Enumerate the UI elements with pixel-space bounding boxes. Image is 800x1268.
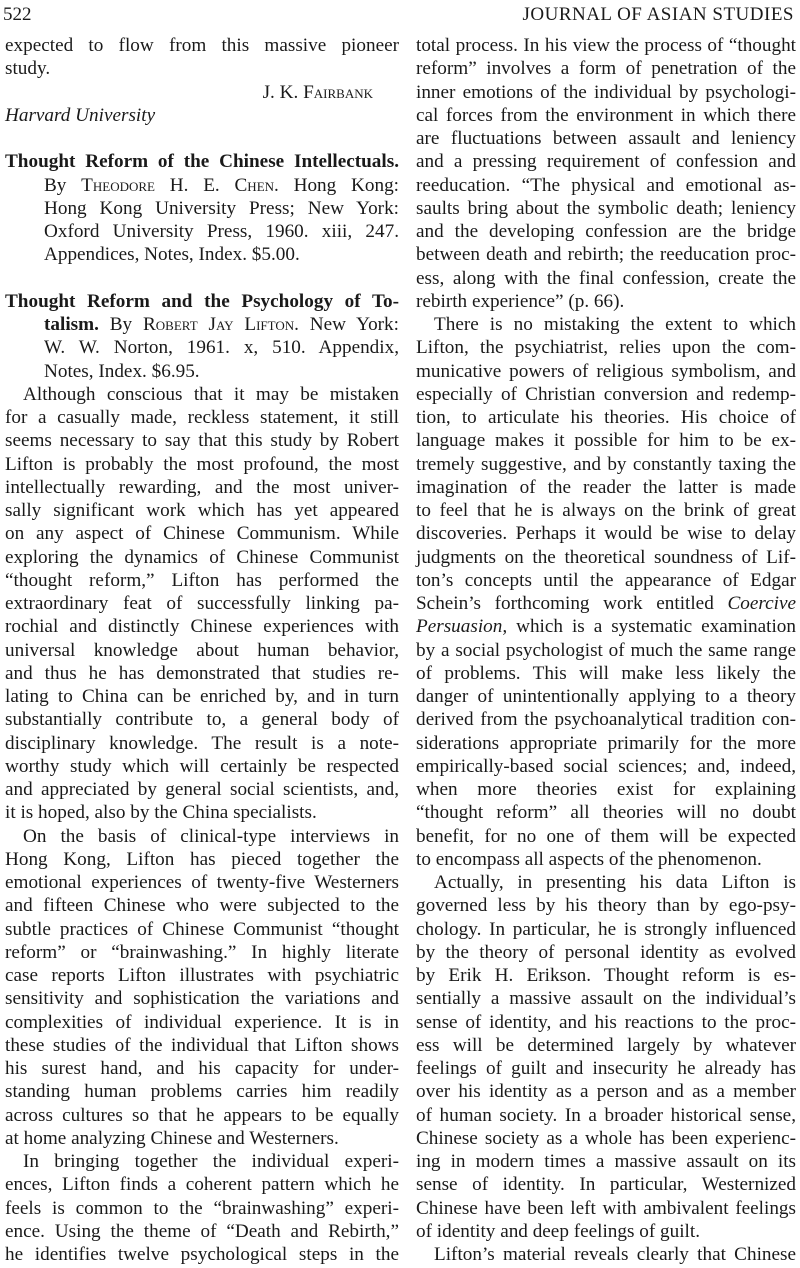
spacer: [5, 267, 399, 290]
text-line: universal knowledge about human behavior,: [5, 639, 399, 661]
text-line: sentially a massive assault on the individual’s: [416, 988, 796, 1010]
text-line: ing in modern times a massive assault on its: [416, 1151, 796, 1172]
text-line: saults bring about the symbolic death; leniency: [416, 197, 796, 219]
text-line: derived from the psychoanalytical tradition con-: [416, 709, 796, 731]
page-number: 522: [3, 4, 32, 25]
text-line: and the developing confession are the bridge: [416, 221, 796, 242]
text-line: are fluctuations between assault and leniency: [416, 128, 796, 149]
continued-paragraph: [5, 34, 399, 81]
text-line: Although conscious that it may be mistaken: [23, 383, 399, 405]
text-line: extraordinary feat of successfully linking pa-: [5, 593, 399, 614]
text-line: his surest hand, and his capacity for under-: [5, 1058, 399, 1079]
text-line: [5, 81, 399, 104]
text-line: across cultures so that he appears to be equally: [5, 1104, 399, 1126]
text-line: governed less by his theory than by ego-psy-: [416, 895, 796, 917]
text-line: Chinese society as a whole has been experienc-: [416, 1127, 796, 1149]
text-line: reeducation. “The physical and emotional as-: [416, 174, 796, 196]
book-title: Thought Reform of the Chinese Intellectuals.: [5, 151, 399, 173]
continued-paragraph: [416, 34, 796, 313]
text-line: Chinese have been left with ambivalent feelings: [416, 1197, 796, 1219]
text-line: ess will be determined largely by whatever: [416, 1034, 796, 1056]
text-line: expected to flow from this massive pioneer: [5, 35, 399, 56]
text-line: it is hoped, also by the China specialists.: [5, 802, 317, 824]
text-line: Notes, Index. $6.95.: [44, 360, 200, 382]
paragraph: [416, 871, 796, 1243]
text-line: tion, to articulate his theories. His choice of: [416, 407, 796, 428]
text-line: these studies of the individual that Lifton shows: [5, 1034, 399, 1056]
text-line: by a social psychologist of much the same range: [416, 639, 796, 661]
text-line: tremely suggestive, and by constantly taxing the: [416, 453, 796, 475]
spacer: [5, 127, 399, 150]
text-line: Lifton, the psychiatrist, relies upon the com-: [416, 337, 796, 359]
text-line: feelings of guilt and insecurity he already has: [416, 1058, 796, 1079]
paragraph: [5, 825, 399, 1151]
text-span: Schein’s forthcoming work entitled: [416, 593, 728, 614]
text-line: exploring the dynamics of Chinese Communist: [5, 546, 399, 568]
italic-title: Coercive: [727, 593, 796, 614]
text-line: Oxford University Press, 1960. xiii, 247.: [44, 221, 399, 242]
text-line: especially of Christian conversion and redemp-: [416, 383, 796, 405]
text-line: and appreciated by general social scientists, and,: [5, 779, 399, 800]
review-signature: [5, 81, 399, 104]
text-line: by the theory of personal identity as evolved: [416, 941, 796, 963]
text-line: to encompass all aspects of the phenomenon.: [416, 848, 762, 870]
text-line: seems necessary to say that this study by Robert: [5, 430, 399, 452]
right-column: [416, 34, 796, 1266]
paragraph: [416, 1243, 796, 1266]
text-line: ton’s concepts until the appearance of Edgar: [416, 569, 796, 591]
text-line: Lifton is probably the most profound, the most: [5, 453, 399, 475]
text-line: Hong Kong University Press; New York:: [44, 197, 399, 219]
text-span: . New York:: [294, 314, 399, 335]
text-line: over his identity as a person and as a member: [416, 1081, 796, 1103]
text-line: Lifton’s material reveals clearly that Chinese: [434, 1244, 796, 1265]
author-name: Theodore H. E. Chen: [81, 174, 275, 196]
text-span: By: [98, 314, 143, 335]
text-line: and fifteen Chinese who were subjected to the: [5, 895, 399, 917]
text-line: “thought reform” all theories will no doubt: [416, 802, 796, 824]
text-line: ence. Using the theme of “Death and Rebirth,”: [5, 1220, 399, 1242]
text-line: at home analyzing Chinese and Westerners.: [5, 1127, 339, 1149]
text-line: cal forces from the environment in which there: [416, 104, 796, 126]
text-line: total process. In his view the process of “thought: [416, 35, 796, 56]
paragraph: [5, 383, 399, 825]
text-line: he identifies twelve psychological steps in the: [5, 1244, 399, 1265]
italic-title: Persuasion,: [416, 616, 508, 638]
paragraph: [5, 1150, 399, 1266]
text-line: study.: [5, 58, 51, 80]
text-line: sense of identity. In particular, Westernized: [416, 1174, 796, 1196]
text-line: Appendices, Notes, Index. $5.00.: [44, 244, 300, 266]
text-line: imagination of the reader the latter is made: [416, 476, 796, 498]
text-line: empirically-based social sciences; and, indeed,: [416, 755, 796, 777]
text-line: complexities of individual experience. It is in: [5, 1011, 399, 1033]
text-line: siderations appropriate primarily for the more: [416, 732, 796, 754]
text-line: between death and rebirth; the reeducation proc-: [416, 244, 796, 266]
text-line: benefit, for no one of them will be expected: [416, 825, 796, 847]
text-line: There is no mistaking the extent to which: [434, 314, 796, 335]
text-line: intellectually rewarding, and the most univer-: [5, 476, 399, 498]
text-span: which is a systematic examination: [507, 616, 796, 638]
text-line: rebirth experience” (p. 66).: [416, 290, 625, 312]
text-line: chology. In particular, he is strongly influenced: [416, 918, 796, 940]
left-column: [5, 34, 399, 1266]
text-line: [5, 174, 399, 197]
text-line: to feel that he is always on the brink of great: [416, 500, 796, 521]
book-citation: [5, 150, 399, 266]
text-line: “thought reform,” Lifton has performed the: [5, 569, 399, 591]
text-span: By: [44, 174, 82, 196]
text-line: case reports Lifton illustrates with psychiatric: [5, 965, 399, 986]
text-line: rochial and distinctly Chinese experiences with: [5, 616, 399, 638]
text-line: of problems. This will make less likely the: [416, 662, 796, 684]
text-line: judgments on the theoretical soundness of Lif-: [416, 546, 796, 568]
text-line: of human society. In a broader historical sense,: [416, 1104, 796, 1126]
text-line: discoveries. Perhaps it would be wise to delay: [416, 523, 796, 545]
text-line: [5, 150, 399, 173]
text-line: substantially contribute to, a general body of: [5, 709, 399, 731]
text-line: Harvard University: [5, 104, 156, 126]
text-line: sense of identity, and his reactions to the proc-: [416, 1011, 796, 1033]
text-line: [5, 290, 399, 313]
book-title: Thought Reform and the Psychology of To-: [5, 290, 399, 312]
book-title: talism.: [44, 314, 99, 335]
text-line: reform” involves a form of penetration of the: [416, 58, 796, 80]
text-line: ences, Lifton finds a coherent pattern which he: [5, 1174, 399, 1196]
text-span: . Hong Kong:: [274, 174, 399, 196]
text-line: ess, along with the final confession, create the: [416, 267, 796, 289]
text-line: feels is common to the “brainwashing” experi-: [5, 1197, 399, 1219]
running-header: JOURNAL OF ASIAN STUDIES: [522, 4, 794, 25]
text-line: of identity and deep feelings of guilt.: [416, 1220, 701, 1242]
text-line: sensitivity and sophistication the variations and: [5, 988, 399, 1010]
text-line: and a pressing requirement of confession and: [416, 151, 796, 173]
text-line: Hong Kong, Lifton has pieced together the: [5, 848, 399, 870]
text-line: worthy study which will certainly be respected: [5, 755, 399, 777]
text-line: reform” or “brainwashing.” In highly literate: [5, 941, 399, 963]
text-line: danger of unintentionally applying to a theory: [416, 686, 796, 707]
text-line: [416, 592, 796, 615]
text-line: and thus he has demonstrated that studies re-: [5, 662, 399, 684]
text-line: [416, 615, 796, 638]
paragraph: [416, 313, 796, 871]
text-line: by Erik H. Erikson. Thought reform is es-: [416, 965, 796, 986]
text-line: In bringing together the individual experi-: [23, 1151, 399, 1172]
text-line: subtle practices of Chinese Communist “thought: [5, 918, 399, 940]
text-line: language makes it possible for him to be ex-: [416, 430, 796, 452]
text-line: municative powers of religious symbolism, and: [416, 360, 796, 382]
text-line: On the basis of clinical-type interviews in: [23, 825, 399, 847]
text-line: standing human problems carries him readily: [5, 1081, 399, 1103]
reviewer-affiliation: [5, 104, 399, 127]
author-name: Robert Jay Lifton: [143, 314, 295, 335]
text-line: emotional experiences of twenty-five Westerners: [5, 872, 399, 893]
text-line: [5, 313, 399, 336]
text-line: Actually, in presenting his data Lifton is: [434, 872, 796, 893]
text-line: W. W. Norton, 1961. x, 510. Appendix,: [44, 337, 399, 359]
text-line: on any aspect of Chinese Communism. While: [5, 523, 399, 545]
book-citation: [5, 290, 399, 383]
text-line: for a casually made, reckless statement, it still: [5, 407, 399, 428]
text-line: when more theories exist for explaining: [416, 779, 796, 800]
text-line: lating to China can be enriched by, and in turn: [5, 686, 399, 707]
text-line: inner emotions of the individual by psychologi-: [416, 81, 796, 103]
author-name: J. K. Fairbank: [262, 81, 373, 103]
text-line: sally significant work which has yet appeared: [5, 500, 399, 521]
text-line: disciplinary knowledge. The result is a note-: [5, 732, 399, 754]
